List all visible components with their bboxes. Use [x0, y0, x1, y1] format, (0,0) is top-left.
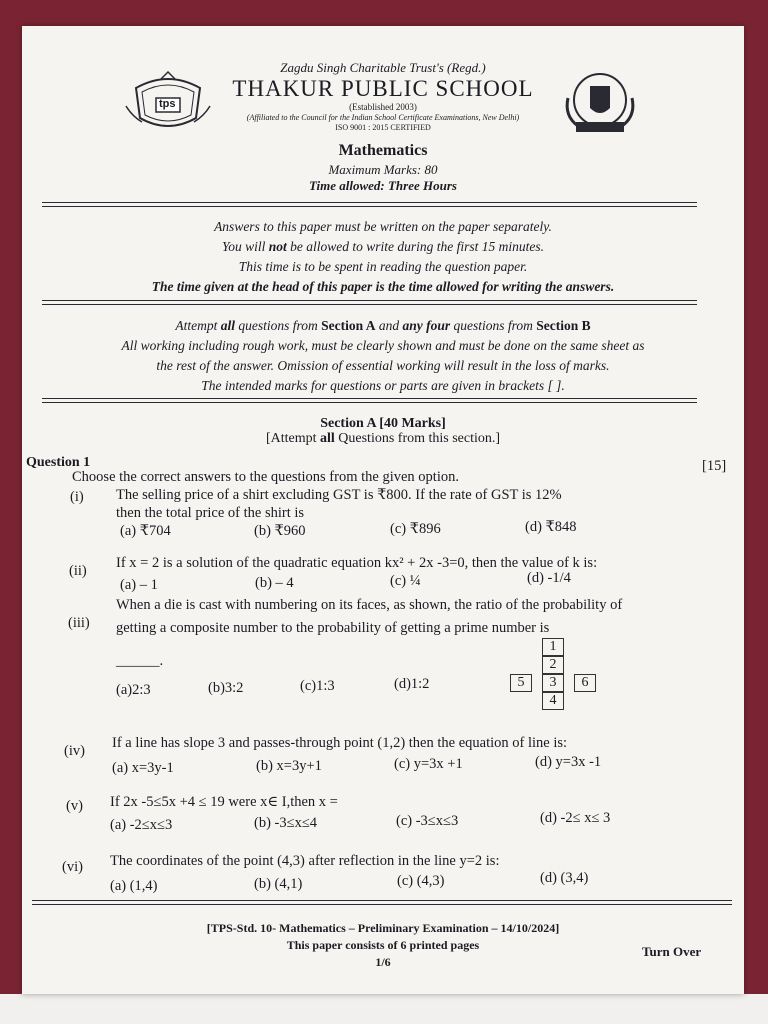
- instruction-line: the rest of the answer. Omission of essential working will result in the loss of marks.: [156, 358, 610, 373]
- footer-divider: [32, 900, 732, 901]
- option: (b)3:2: [208, 680, 244, 696]
- part-text: If a line has slope 3 and passes-through point (1,2) then the equation of line is:: [112, 735, 568, 751]
- part-text: When a die is cast with numbering on its faces, as shown, the ratio of the probability of: [116, 597, 623, 613]
- school-logo-text: tps: [159, 98, 176, 110]
- school-name: THAKUR PUBLIC SCHOOL: [232, 76, 534, 101]
- turn-over-label: Turn Over: [642, 944, 702, 959]
- part-number: (iii): [68, 615, 90, 631]
- divider: [42, 206, 697, 207]
- part-text: If x = 2 is a solution of the quadratic equation kx² + 2x -3=0, then the value of k is:: [116, 555, 598, 571]
- die-face: 2: [542, 656, 564, 674]
- part-number: (i): [70, 489, 84, 505]
- part-text: The selling price of a shirt excluding GST is ₹800. If the rate of GST is 12%: [116, 487, 562, 503]
- part-number: (v): [66, 798, 83, 814]
- instruction-line: This time is to be spent in reading the question paper.: [238, 259, 528, 274]
- option: (d) y=3x -1: [535, 754, 602, 770]
- background-surface: [0, 994, 768, 1024]
- part-text: The coordinates of the point (4,3) after reflection in the line y=2 is:: [110, 853, 500, 869]
- option: (a) x=3y-1: [112, 760, 174, 776]
- option: (d) -2≤ x≤ 3: [540, 810, 611, 826]
- option: (c) y=3x +1: [394, 756, 463, 772]
- footer-page-count: This paper consists of 6 printed pages: [286, 938, 480, 952]
- divider: [42, 202, 697, 203]
- die-face: 4: [542, 692, 564, 710]
- option: (d)1:2: [394, 676, 430, 692]
- option: (c) (4,3): [397, 873, 445, 889]
- divider: [42, 402, 697, 403]
- divider: [42, 300, 697, 301]
- option: (c) ¼: [390, 573, 421, 589]
- part-number: (ii): [69, 563, 87, 579]
- answer-blank: ______.: [116, 653, 164, 669]
- option: (b) – 4: [255, 575, 294, 591]
- section-title: Section A [40 Marks]: [320, 416, 446, 431]
- instruction-line: The time given at the head of this paper is the time allowed for writing the answers.: [151, 279, 615, 294]
- footer-exam-title: [TPS-Std. 10- Mathematics – Preliminary Examination – 14/10/2024]: [206, 921, 560, 935]
- option: (a)2:3: [116, 682, 151, 698]
- die-face: 1: [542, 638, 564, 656]
- part-text: getting a composite number to the probability of getting a prime number is: [116, 620, 550, 636]
- option: (c) -3≤x≤3: [396, 813, 459, 829]
- established-year: (Established 2003): [349, 102, 417, 112]
- option: (b) x=3y+1: [256, 758, 322, 774]
- instruction-line: All working including rough work, must be clearly shown and must be done on the same sheet as: [121, 338, 645, 353]
- option: (d) (3,4): [540, 870, 589, 886]
- option: (c)1:3: [300, 678, 335, 694]
- die-face: 5: [510, 674, 532, 692]
- time-allowed: Time allowed: Three Hours: [309, 178, 457, 193]
- instruction-line: Attempt all questions from Section A and any four questions from Section B: [175, 318, 591, 333]
- part-text: If 2x -5≤5x +4 ≤ 19 were x∈ I,then x =: [110, 794, 338, 810]
- trust-name: Zagdu Singh Charitable Trust's (Regd.): [280, 60, 486, 75]
- exam-paper-sheet: [22, 26, 744, 994]
- part-number: (iv): [64, 743, 85, 759]
- maximum-marks: Maximum Marks: 80: [328, 162, 438, 177]
- option: (a) -2≤x≤3: [110, 817, 173, 833]
- option: (b) ₹960: [254, 523, 306, 539]
- divider: [42, 398, 697, 399]
- option: (a) – 1: [120, 577, 158, 593]
- option: (b) (4,1): [254, 876, 303, 892]
- part-text: then the total price of the shirt is: [116, 505, 305, 521]
- question-marks: [15]: [702, 458, 727, 474]
- instruction-line: You will not be allowed to write during the first 15 minutes.: [221, 239, 545, 254]
- option: (a) (1,4): [110, 878, 158, 894]
- option: (c) ₹896: [390, 521, 441, 537]
- affiliation-line: (Affiliated to the Council for the Indian School Certificate Examinations, New Delhi): [246, 113, 520, 122]
- section-subtitle: [Attempt all Questions from this section.]: [265, 431, 501, 446]
- die-net-diagram: [510, 638, 610, 718]
- instruction-line: The intended marks for questions or parts are given in brackets [ ].: [201, 378, 565, 393]
- part-number: (vi): [62, 859, 83, 875]
- die-face: 3: [542, 674, 564, 692]
- option: (d) ₹848: [525, 519, 577, 535]
- question-intro: Choose the correct answers to the questions from the given option.: [72, 469, 459, 485]
- subject-title: Mathematics: [338, 142, 428, 159]
- question-label: Question 1: [26, 455, 91, 470]
- option: (d) -1/4: [527, 570, 571, 586]
- instruction-line: Answers to this paper must be written on the paper separately.: [214, 219, 552, 234]
- footer-divider: [32, 904, 732, 905]
- die-face: 6: [574, 674, 596, 692]
- option: (a) ₹704: [120, 523, 171, 539]
- page-number: 1/6: [375, 955, 391, 969]
- divider: [42, 304, 697, 305]
- iso-certification: ISO 9001 : 2015 CERTIFIED: [335, 123, 431, 132]
- option: (b) -3≤x≤4: [254, 815, 318, 831]
